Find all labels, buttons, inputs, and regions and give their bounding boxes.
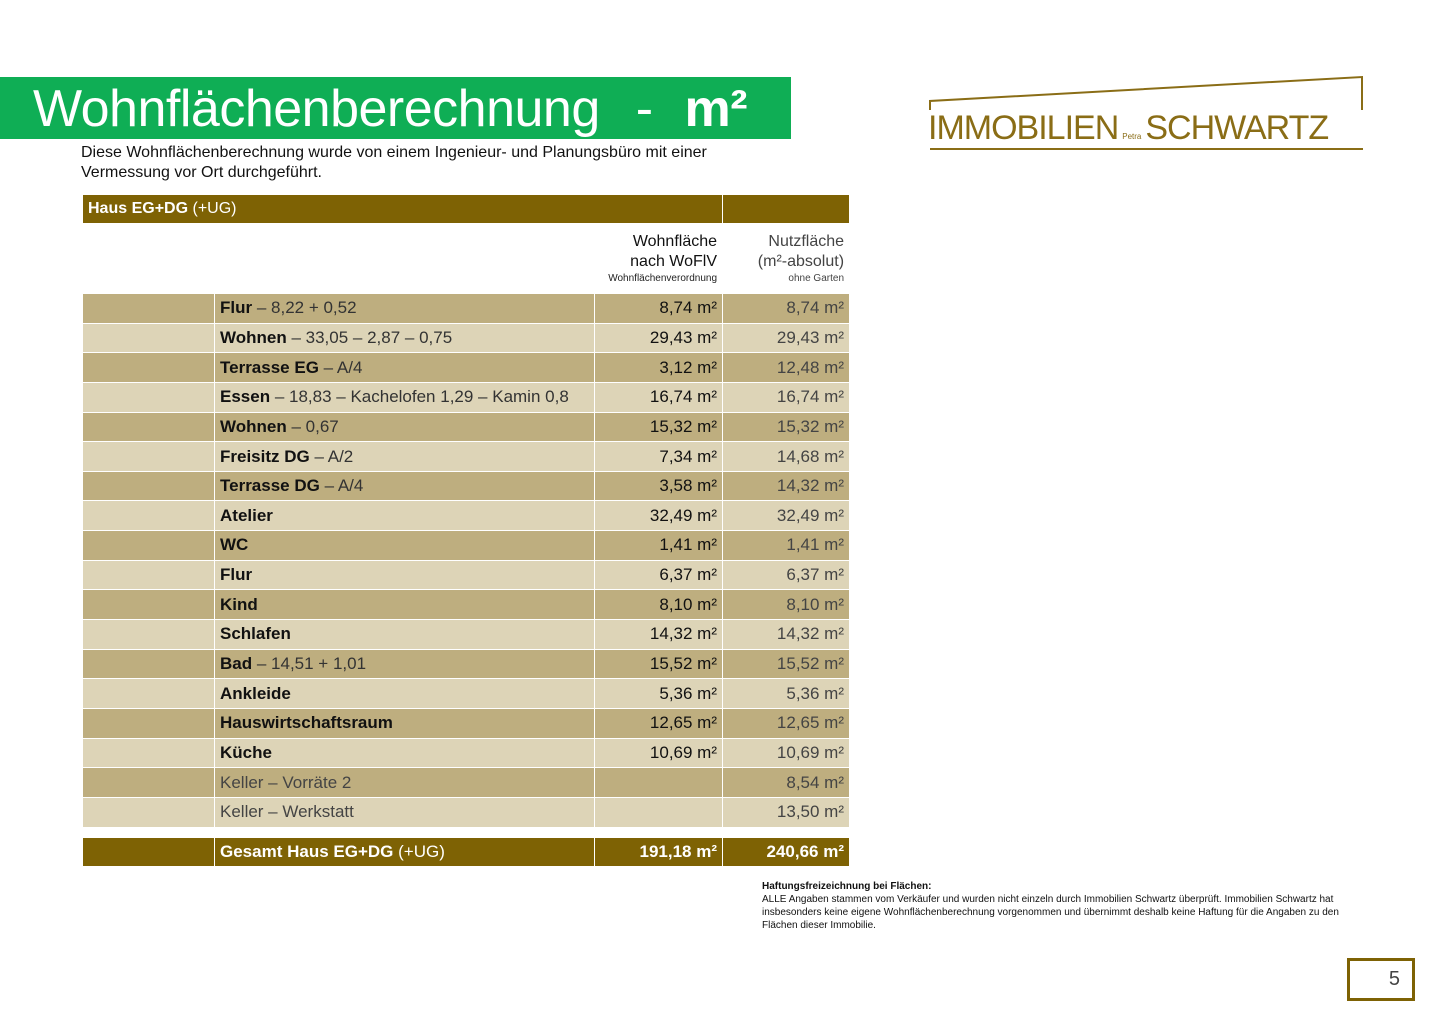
area-table — [82, 194, 850, 867]
room-name: Terrasse DG — [220, 476, 320, 496]
row-spacer-cell — [83, 471, 215, 501]
room-calc-note: – 33,05 – 2,87 – 0,75 — [291, 327, 453, 347]
room-name: Wohnen — [220, 327, 287, 347]
colhead-wohn-line1: Wohnfläche — [632, 233, 718, 250]
nutzflaeche-value: 32,49 m² — [723, 501, 850, 531]
room-calc-note: – A/4 — [323, 357, 363, 377]
intro-line-1: Diese Wohnflächenberechnung wurde von einem Ingenieur- und Planungsbüro mit einer — [81, 144, 707, 161]
wohnflaeche-value: 3,12 m² — [595, 353, 723, 383]
row-spacer-cell — [83, 797, 215, 827]
table-section-header — [83, 195, 850, 224]
page-title — [33, 81, 747, 137]
room-label — [215, 590, 595, 620]
room-label — [215, 738, 595, 768]
total-nutzflaeche: 240,66 m² — [723, 837, 850, 866]
logo-word-petra: Petra — [1122, 132, 1142, 141]
wohnflaeche-value: 1,41 m² — [595, 531, 723, 561]
section-title-bold: Haus EG+DG — [88, 200, 189, 217]
page-number-text: 5 — [1388, 968, 1400, 990]
row-spacer-cell — [83, 560, 215, 590]
nutzflaeche-value: 14,32 m² — [723, 471, 850, 501]
room-name: Terrasse EG — [220, 357, 319, 377]
wohnflaeche-value: 14,32 m² — [595, 620, 723, 650]
table-row — [83, 412, 850, 442]
nutzflaeche-value: 12,65 m² — [723, 708, 850, 738]
table-row — [83, 590, 850, 620]
row-spacer-cell — [83, 768, 215, 798]
row-spacer-cell — [83, 531, 215, 561]
nutzflaeche-value: 15,32 m² — [723, 412, 850, 442]
wohnflaeche-value: 5,36 m² — [595, 679, 723, 709]
keller-name: Keller – Werkstatt — [220, 802, 354, 822]
row-spacer-cell — [83, 442, 215, 472]
page-title-separator: - — [635, 80, 653, 138]
room-name: Atelier — [220, 505, 273, 525]
row-spacer-cell — [83, 708, 215, 738]
nutzflaeche-value: 12,48 m² — [723, 353, 850, 383]
table-row — [83, 708, 850, 738]
table-row — [83, 531, 850, 561]
table-row — [83, 649, 850, 679]
wohnflaeche-value: 8,10 m² — [595, 590, 723, 620]
room-label — [215, 501, 595, 531]
nutzflaeche-value: 8,74 m² — [723, 294, 850, 324]
table-row — [83, 471, 850, 501]
room-label — [215, 353, 595, 383]
nutzflaeche-value: 1,41 m² — [723, 531, 850, 561]
nutzflaeche-value: 5,36 m² — [723, 679, 850, 709]
table-row — [83, 442, 850, 472]
table-row — [83, 797, 850, 827]
colhead-empty-2 — [215, 224, 595, 294]
table-row — [83, 679, 850, 709]
wohnflaeche-value: 15,52 m² — [595, 649, 723, 679]
room-name: Ankleide — [220, 683, 291, 703]
room-name: Freisitz DG — [220, 446, 310, 466]
room-name: Wohnen — [220, 416, 287, 436]
room-label — [215, 412, 595, 442]
total-label — [215, 837, 595, 866]
nutzflaeche-value: 16,74 m² — [723, 382, 850, 412]
room-calc-note: – 8,22 + 0,52 — [256, 298, 357, 318]
total-spacer-cell — [83, 837, 215, 866]
room-label — [215, 620, 595, 650]
total-label-light: (+UG) — [398, 841, 445, 861]
room-calc-note: – 18,83 – Kachelofen 1,29 – Kamin 0,8 — [274, 387, 569, 407]
room-label — [215, 649, 595, 679]
page-title-unit: m² — [684, 80, 748, 138]
disclaimer-heading: Haftungsfreizeichnung bei Flächen: — [762, 881, 932, 892]
room-name: Küche — [220, 742, 272, 762]
room-label — [215, 797, 595, 827]
total-label-bold: Gesamt Haus EG+DG — [220, 841, 394, 861]
row-spacer-cell — [83, 620, 215, 650]
page-title-text: Wohnflächenberechnung — [33, 80, 600, 138]
colhead-wohnflaeche — [595, 224, 723, 294]
colhead-wohn-sub: Wohnflächenverordnung — [608, 273, 718, 284]
nutzflaeche-value: 14,68 m² — [723, 442, 850, 472]
table-row — [83, 501, 850, 531]
row-spacer-cell — [83, 353, 215, 383]
room-label — [215, 294, 595, 324]
wohnflaeche-value: 29,43 m² — [595, 323, 723, 353]
table-row — [83, 353, 850, 383]
disclaimer — [762, 880, 1362, 932]
colhead-empty-1 — [83, 224, 215, 294]
row-spacer-cell — [83, 412, 215, 442]
wohnflaeche-value: 12,65 m² — [595, 708, 723, 738]
row-spacer-cell — [83, 294, 215, 324]
nutzflaeche-value: 8,54 m² — [723, 768, 850, 798]
wohnflaeche-value — [595, 797, 723, 827]
wohnflaeche-value — [595, 768, 723, 798]
room-label — [215, 323, 595, 353]
nutzflaeche-value: 15,52 m² — [723, 649, 850, 679]
row-spacer-cell — [83, 323, 215, 353]
title-banner — [0, 77, 791, 139]
logo-text — [928, 108, 1328, 157]
room-calc-note: – 0,67 — [291, 416, 339, 436]
table-row — [83, 620, 850, 650]
row-spacer-cell — [83, 382, 215, 412]
wohnflaeche-value: 6,37 m² — [595, 560, 723, 590]
room-name: Schlafen — [220, 624, 291, 644]
table-spacer — [83, 827, 850, 837]
nutzflaeche-value: 10,69 m² — [723, 738, 850, 768]
wohnflaeche-value: 8,74 m² — [595, 294, 723, 324]
room-name: Essen — [220, 387, 271, 407]
room-name: WC — [220, 535, 249, 555]
keller-name: Keller – Vorräte 2 — [220, 772, 352, 792]
row-spacer-cell — [83, 501, 215, 531]
room-name: Kind — [220, 594, 258, 614]
table-row — [83, 768, 850, 798]
room-label — [215, 708, 595, 738]
page-number — [1347, 958, 1415, 1001]
room-name: Hauswirtschaftsraum — [220, 713, 393, 733]
room-name: Bad — [220, 654, 253, 673]
room-calc-note: – A/2 — [314, 446, 354, 466]
wohnflaeche-value: 7,34 m² — [595, 442, 723, 472]
room-label — [215, 382, 595, 412]
colhead-nutz-line1: Nutzfläche — [768, 233, 845, 250]
room-name: Flur — [220, 565, 253, 585]
row-spacer-cell — [83, 679, 215, 709]
room-label — [215, 471, 595, 501]
nutzflaeche-value: 13,50 m² — [723, 797, 850, 827]
row-spacer-cell — [83, 649, 215, 679]
section-header-empty — [723, 195, 850, 224]
room-label — [215, 442, 595, 472]
total-wohnflaeche: 191,18 m² — [595, 837, 723, 866]
nutzflaeche-value: 8,10 m² — [723, 590, 850, 620]
wohnflaeche-value: 3,58 m² — [595, 471, 723, 501]
nutzflaeche-value: 29,43 m² — [723, 323, 850, 353]
row-spacer-cell — [83, 738, 215, 768]
logo-word-immobilien: IMMOBILIEN — [928, 109, 1119, 147]
room-label — [215, 531, 595, 561]
intro-line-2: Vermessung vor Ort durchgeführt. — [81, 164, 322, 181]
table-row — [83, 294, 850, 324]
room-name: Flur — [220, 298, 253, 318]
nutzflaeche-value: 14,32 m² — [723, 620, 850, 650]
section-title — [83, 195, 723, 224]
nutzflaeche-value: 6,37 m² — [723, 560, 850, 590]
disclaimer-body: ALLE Angaben stammen vom Verkäufer und wurden nicht einzeln durch Immobilien Schwartz überprüft. Immobilien Schwartz hat insbesonders keine eigene Wohnflächenberechnung vorgenommen und übernimmt deshalb keine Haftung für die Angaben zu den Flächen dieser Immobilie. — [762, 894, 1339, 931]
section-title-light: (+UG) — [192, 200, 237, 217]
room-label — [215, 560, 595, 590]
colhead-nutzflaeche — [723, 224, 850, 294]
room-calc-note: – 14,51 + 1,01 — [256, 654, 367, 673]
room-label — [215, 679, 595, 709]
wohnflaeche-value: 15,32 m² — [595, 412, 723, 442]
wohnflaeche-value: 16,74 m² — [595, 382, 723, 412]
logo-word-schwartz: SCHWARTZ — [1145, 109, 1329, 147]
table-row — [83, 738, 850, 768]
intro-text — [81, 143, 781, 183]
wohnflaeche-value: 32,49 m² — [595, 501, 723, 531]
column-headers — [83, 224, 850, 294]
room-label — [215, 768, 595, 798]
room-calc-note: – A/4 — [324, 476, 364, 496]
wohnflaeche-value: 10,69 m² — [595, 738, 723, 768]
colhead-wohn-line2: nach WoFlV — [630, 253, 718, 270]
table-row — [83, 382, 850, 412]
row-spacer-cell — [83, 590, 215, 620]
colhead-nutz-sub: ohne Garten — [788, 273, 845, 284]
table-row — [83, 323, 850, 353]
spacer-cell — [83, 827, 850, 837]
company-logo — [926, 74, 1366, 154]
total-row — [83, 837, 850, 866]
colhead-nutz-line2: (m²-absolut) — [757, 253, 845, 270]
table-row — [83, 560, 850, 590]
